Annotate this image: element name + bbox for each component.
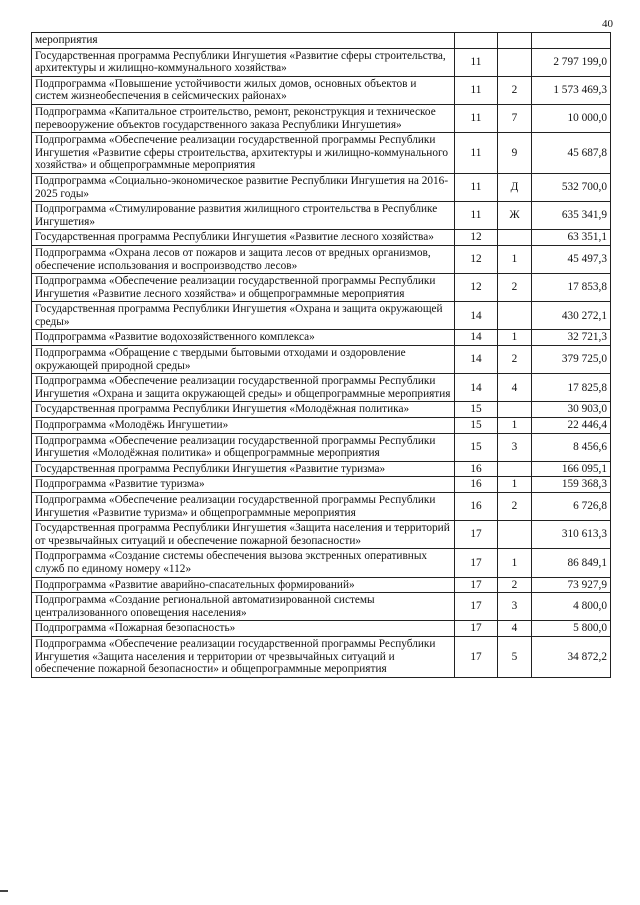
subprogram-code-cell: 3 <box>498 593 532 621</box>
subprogram-code-cell: 2 <box>498 346 532 374</box>
program-name-cell: Подпрограмма «Обеспечение реализации государственной программы Республики Ингушетия «Защита населения и территории от чрезвычайных ситуаций и обеспечение пожарной безопасности» и общепрограммные мероприятия <box>32 636 455 677</box>
amount-cell: 159 368,3 <box>532 477 611 493</box>
table-row <box>32 577 611 593</box>
program-code-cell: 16 <box>455 461 498 477</box>
subprogram-code-cell <box>498 402 532 418</box>
subprogram-code-cell: 4 <box>498 621 532 637</box>
program-name-cell: Подпрограмма «Повышение устойчивости жилых домов, основных объектов и систем жизнеобеспечения в сейсмических районах» <box>32 76 455 104</box>
table-row <box>32 104 611 132</box>
subprogram-code-cell <box>498 302 532 330</box>
amount-cell: 86 849,1 <box>532 549 611 577</box>
program-name-cell: Подпрограмма «Обеспечение реализации государственной программы Республики Ингушетия «Охрана и защита окружающей среды» и общепрограммные мероприятия <box>32 374 455 402</box>
amount-cell: 45 687,8 <box>532 133 611 174</box>
amount-cell: 4 800,0 <box>532 593 611 621</box>
amount-cell: 5 800,0 <box>532 621 611 637</box>
program-code-cell: 17 <box>455 549 498 577</box>
amount-cell: 73 927,9 <box>532 577 611 593</box>
amount-cell: 63 351,1 <box>532 230 611 246</box>
program-name-cell: Государственная программа Республики Ингушетия «Развитие лесного хозяйства» <box>32 230 455 246</box>
amount-cell: 166 095,1 <box>532 461 611 477</box>
program-code-cell: 14 <box>455 346 498 374</box>
program-name-cell: Государственная программа Республики Ингушетия «Молодёжная политика» <box>32 402 455 418</box>
program-code-cell: 12 <box>455 230 498 246</box>
amount-cell: 532 700,0 <box>532 173 611 201</box>
subprogram-code-cell <box>498 461 532 477</box>
amount-cell: 310 613,3 <box>532 521 611 549</box>
program-code-cell: 17 <box>455 521 498 549</box>
subprogram-code-cell: 2 <box>498 577 532 593</box>
amount-cell: 34 872,2 <box>532 636 611 677</box>
subprogram-code-cell: 1 <box>498 418 532 434</box>
amount-cell: 8 456,6 <box>532 433 611 461</box>
amount-cell: 17 853,8 <box>532 274 611 302</box>
program-code-cell: 11 <box>455 104 498 132</box>
budget-table-body <box>32 33 611 678</box>
table-row <box>32 433 611 461</box>
program-name-cell: Подпрограмма «Развитие водохозяйственного комплекса» <box>32 330 455 346</box>
program-name-cell: мероприятия <box>32 33 455 49</box>
subprogram-code-cell <box>498 33 532 49</box>
program-code-cell: 17 <box>455 636 498 677</box>
program-name-cell: Государственная программа Республики Ингушетия «Развитие сферы строительства, архитектуры и жилищно-коммунального хозяйства» <box>32 48 455 76</box>
program-code-cell: 14 <box>455 302 498 330</box>
program-code-cell: 15 <box>455 418 498 434</box>
table-row <box>32 202 611 230</box>
program-name-cell: Подпрограмма «Создание региональной автоматизированной системы централизованного оповещения населения» <box>32 593 455 621</box>
subprogram-code-cell <box>498 230 532 246</box>
program-name-cell: Подпрограмма «Создание системы обеспечения вызова экстренных оперативных служб по единому номеру «112» <box>32 549 455 577</box>
table-row <box>32 636 611 677</box>
subprogram-code-cell: 1 <box>498 330 532 346</box>
table-row <box>32 33 611 49</box>
subprogram-code-cell: 1 <box>498 477 532 493</box>
subprogram-code-cell: 1 <box>498 549 532 577</box>
table-row <box>32 593 611 621</box>
program-name-cell: Государственная программа Республики Ингушетия «Защита населения и территорий от чрезвычайных ситуаций и обеспечение пожарной безопасности» <box>32 521 455 549</box>
amount-cell: 2 797 199,0 <box>532 48 611 76</box>
subprogram-code-cell <box>498 48 532 76</box>
subprogram-code-cell: 9 <box>498 133 532 174</box>
table-row <box>32 302 611 330</box>
program-code-cell: 17 <box>455 593 498 621</box>
table-row <box>32 621 611 637</box>
subprogram-code-cell: Д <box>498 173 532 201</box>
table-row <box>32 133 611 174</box>
program-code-cell: 11 <box>455 173 498 201</box>
program-name-cell: Подпрограмма «Капитальное строительство, ремонт, реконструкция и техническое перевооружение объектов государственного заказа Республики Ингушетия» <box>32 104 455 132</box>
program-name-cell: Подпрограмма «Обращение с твердыми бытовыми отходами и оздоровление окружающей природной среды» <box>32 346 455 374</box>
program-name-cell: Подпрограмма «Социально-экономическое развитие Республики Ингушетия на 2016-2025 годы» <box>32 173 455 201</box>
scan-mark <box>0 890 8 892</box>
amount-cell <box>532 33 611 49</box>
subprogram-code-cell: 7 <box>498 104 532 132</box>
table-row <box>32 346 611 374</box>
program-name-cell: Подпрограмма «Молодёжь Ингушетии» <box>32 418 455 434</box>
table-row <box>32 48 611 76</box>
amount-cell: 10 000,0 <box>532 104 611 132</box>
table-row <box>32 493 611 521</box>
program-name-cell: Подпрограмма «Обеспечение реализации государственной программы Республики Ингушетия «Развитие туризма» и общепрограммные мероприятия <box>32 493 455 521</box>
program-code-cell: 16 <box>455 493 498 521</box>
program-name-cell: Подпрограмма «Обеспечение реализации государственной программы Республики Ингушетия «Развитие сферы строительства, архитектуры и жилищно-коммунального хозяйства» и общепрограммные мероприятия <box>32 133 455 174</box>
program-code-cell: 12 <box>455 274 498 302</box>
program-code-cell: 14 <box>455 330 498 346</box>
amount-cell: 22 446,4 <box>532 418 611 434</box>
subprogram-code-cell: 5 <box>498 636 532 677</box>
program-code-cell: 11 <box>455 76 498 104</box>
amount-cell: 32 721,3 <box>532 330 611 346</box>
program-name-cell: Подпрограмма «Развитие туризма» <box>32 477 455 493</box>
program-name-cell: Подпрограмма «Обеспечение реализации государственной программы Республики Ингушетия «Развитие лесного хозяйства» и общепрограммные мероприятия <box>32 274 455 302</box>
program-code-cell: 17 <box>455 577 498 593</box>
subprogram-code-cell: 1 <box>498 245 532 273</box>
amount-cell: 17 825,8 <box>532 374 611 402</box>
table-row <box>32 461 611 477</box>
program-name-cell: Подпрограмма «Пожарная безопасность» <box>32 621 455 637</box>
table-row <box>32 76 611 104</box>
subprogram-code-cell: Ж <box>498 202 532 230</box>
amount-cell: 430 272,1 <box>532 302 611 330</box>
subprogram-code-cell: 2 <box>498 493 532 521</box>
table-row <box>32 477 611 493</box>
program-code-cell: 15 <box>455 433 498 461</box>
table-row <box>32 245 611 273</box>
subprogram-code-cell: 4 <box>498 374 532 402</box>
program-code-cell: 14 <box>455 374 498 402</box>
table-row <box>32 521 611 549</box>
table-row <box>32 549 611 577</box>
program-name-cell: Государственная программа Республики Ингушетия «Развитие туризма» <box>32 461 455 477</box>
amount-cell: 45 497,3 <box>532 245 611 273</box>
table-row <box>32 230 611 246</box>
table-row <box>32 173 611 201</box>
subprogram-code-cell: 2 <box>498 274 532 302</box>
program-code-cell: 12 <box>455 245 498 273</box>
program-name-cell: Подпрограмма «Обеспечение реализации государственной программы Республики Ингушетия «Молодёжная политика» и общепрограммные мероприятия <box>32 433 455 461</box>
table-row <box>32 418 611 434</box>
amount-cell: 635 341,9 <box>532 202 611 230</box>
table-row <box>32 402 611 418</box>
page-number: 40 <box>602 18 613 30</box>
table-row <box>32 330 611 346</box>
program-code-cell: 16 <box>455 477 498 493</box>
program-code-cell: 11 <box>455 202 498 230</box>
program-code-cell <box>455 33 498 49</box>
program-code-cell: 17 <box>455 621 498 637</box>
table-row <box>32 274 611 302</box>
program-name-cell: Подпрограмма «Развитие аварийно-спасательных формирований» <box>32 577 455 593</box>
subprogram-code-cell: 3 <box>498 433 532 461</box>
program-name-cell: Государственная программа Республики Ингушетия «Охрана и защита окружающей среды» <box>32 302 455 330</box>
program-code-cell: 11 <box>455 133 498 174</box>
amount-cell: 6 726,8 <box>532 493 611 521</box>
subprogram-code-cell: 2 <box>498 76 532 104</box>
amount-cell: 30 903,0 <box>532 402 611 418</box>
subprogram-code-cell <box>498 521 532 549</box>
program-name-cell: Подпрограмма «Охрана лесов от пожаров и защита лесов от вредных организмов, обеспечение использования и воспроизводство лесов» <box>32 245 455 273</box>
program-name-cell: Подпрограмма «Стимулирование развития жилищного строительства в Республике Ингушетия» <box>32 202 455 230</box>
table-row <box>32 374 611 402</box>
program-code-cell: 15 <box>455 402 498 418</box>
amount-cell: 1 573 469,3 <box>532 76 611 104</box>
program-code-cell: 11 <box>455 48 498 76</box>
budget-table <box>31 32 611 678</box>
amount-cell: 379 725,0 <box>532 346 611 374</box>
